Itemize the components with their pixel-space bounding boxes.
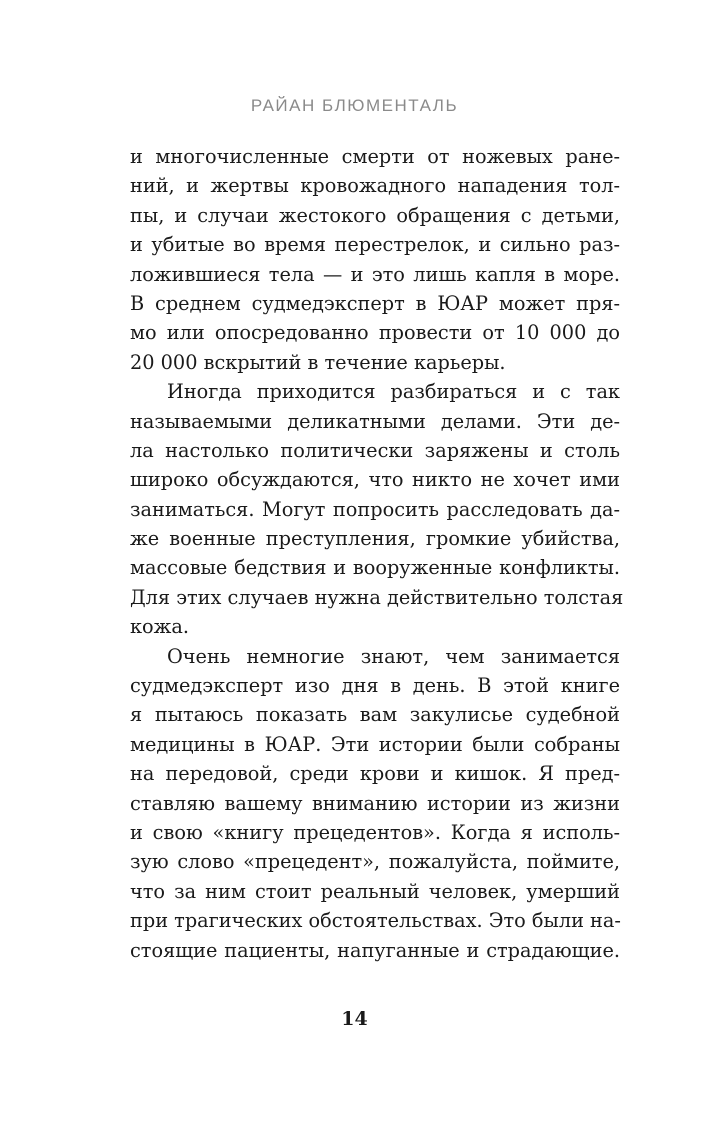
text-line: судмедэксперт изо дня в день. В этой книге xyxy=(130,674,620,698)
body-text xyxy=(130,142,624,965)
text-line: на передовой, среди крови и кишок. Я пред- xyxy=(130,762,620,786)
text-line: 20 000 вскрытий в течение карьеры. xyxy=(130,350,506,374)
text-line: Иногда приходится разбираться и с так xyxy=(167,380,620,404)
paragraph-3 xyxy=(130,642,620,965)
text-line: же военные преступления, громкие убийства, xyxy=(130,527,620,551)
text-line: стоящие пациенты, напуганные и страдающие. xyxy=(130,938,620,962)
text-line: и многочисленные смерти от ножевых ране- xyxy=(130,145,620,168)
text-line: широко обсуждаются, что никто не хочет ими xyxy=(130,468,620,492)
text-line: пы, и случаи жестокого обращения с детьми, xyxy=(130,203,620,227)
text-line: зую слово «прецедент», пожалуйста, поймите, xyxy=(130,850,620,874)
text-line: и свою «книгу прецедентов». Когда я исполь- xyxy=(130,820,620,844)
paragraph-1 xyxy=(130,142,620,377)
text-line: медицины в ЮАР. Эти истории были собраны xyxy=(130,732,620,756)
text-line: ложившиеся тела — и это лишь капля в море. xyxy=(130,262,620,286)
text-line: массовые бедствия и вооруженные конфликты. xyxy=(130,556,620,580)
paragraph-2 xyxy=(130,377,624,642)
text-line: кожа. xyxy=(130,615,190,639)
text-line: Очень немногие знают, чем занимается xyxy=(167,644,620,668)
text-line: при трагических обстоятельствах. Это были на- xyxy=(130,909,621,933)
page-number: 14 xyxy=(341,1008,368,1030)
text-line: ла настолько политически заряжены и столь xyxy=(130,438,620,462)
running-header: РАЙАН БЛЮМЕНТАЛЬ xyxy=(250,96,459,115)
text-line: ний, и жертвы кровожадного нападения тол- xyxy=(130,174,620,198)
text-line: что за ним стоит реальный человек, умерший xyxy=(130,879,620,903)
text-line: заниматься. Могут попросить расследовать да- xyxy=(130,497,620,521)
text-line: ставляю вашему вниманию истории из жизни xyxy=(130,791,620,815)
text-line: называемыми деликатными делами. Эти де- xyxy=(130,409,620,433)
text-line: Для этих случаев нужна действительно толстая xyxy=(130,585,624,609)
text-line: и убитые во время перестрелок, и сильно раз- xyxy=(130,233,620,257)
text-line: мо или опосредованно провести от 10 000 до xyxy=(130,321,620,345)
text-line: я пытаюсь показать вам закулисье судебной xyxy=(130,703,620,727)
text-line: В среднем судмедэксперт в ЮАР может пря- xyxy=(130,291,620,315)
